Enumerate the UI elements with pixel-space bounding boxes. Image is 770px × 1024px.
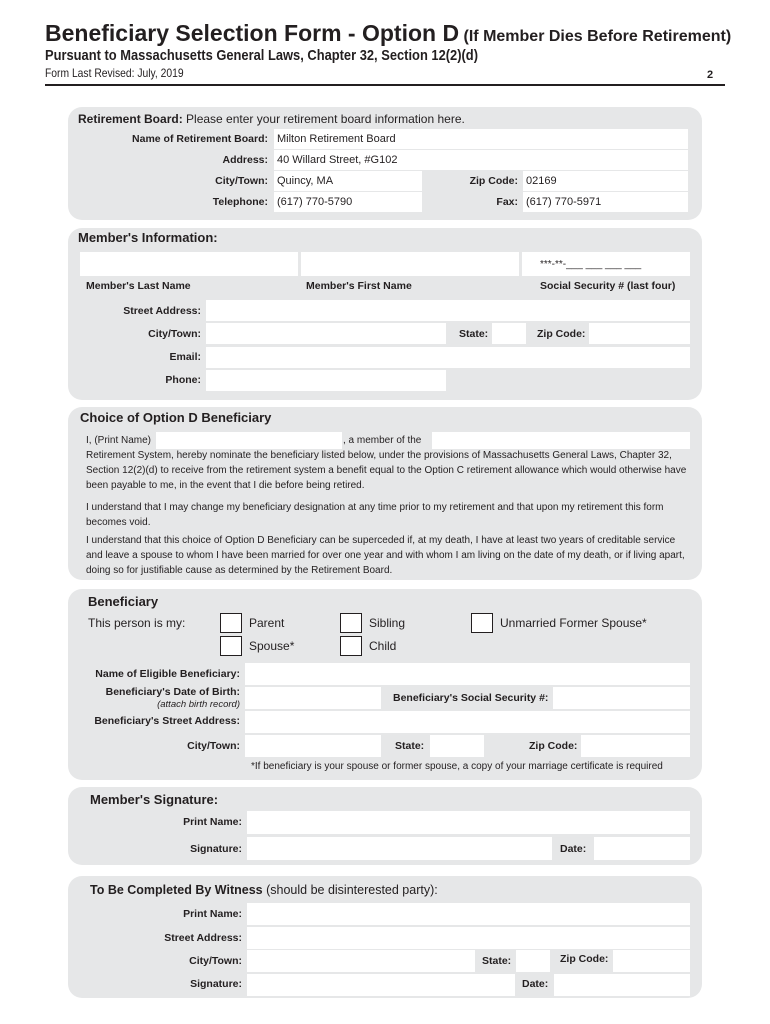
member-first-name-field[interactable]	[301, 252, 519, 276]
former-spouse-option-label: Unmarried Former Spouse*	[500, 616, 647, 630]
spouse-checkbox[interactable]	[220, 636, 242, 656]
form-title-main: Beneficiary Selection Form - Option D	[45, 20, 460, 46]
child-option-label: Child	[369, 639, 397, 653]
member-last-name-label: Member's Last Name	[86, 280, 191, 292]
form-subtitle: Pursuant to Massachusetts General Laws, Chapter 32, Section 12(2)(d)	[45, 47, 478, 64]
board-city-field[interactable]: Quincy, MA	[274, 171, 422, 191]
member-street-label: Street Address:	[123, 305, 201, 317]
witness-state-field[interactable]	[516, 950, 550, 972]
member-city-field[interactable]	[206, 323, 446, 344]
beneficiary-heading: Beneficiary	[88, 594, 159, 609]
member-zip-field[interactable]	[589, 323, 690, 344]
member-heading: Member's Information:	[78, 230, 218, 245]
signature-date-label: Date:	[560, 843, 587, 855]
form-title	[45, 20, 731, 47]
member-phone-field[interactable]	[206, 370, 446, 391]
choice-member-of: , a member of the	[343, 435, 422, 446]
witness-city-label: City/Town:	[189, 955, 242, 967]
witness-street-field[interactable]	[247, 927, 690, 949]
witness-print-label: Print Name:	[183, 908, 242, 920]
board-phone-label: Telephone:	[212, 196, 268, 208]
board-heading-text: Please enter your retirement board information here.	[186, 112, 465, 126]
member-first-name-label: Member's First Name	[306, 280, 412, 292]
beneficiary-state-field[interactable]	[430, 735, 484, 757]
board-zip-field[interactable]: 02169	[523, 171, 688, 191]
beneficiary-ssn-label: Beneficiary's Social Security #:	[393, 692, 549, 704]
beneficiary-name-field[interactable]	[245, 663, 690, 685]
board-heading	[78, 112, 465, 126]
witness-date-label: Date:	[522, 978, 549, 990]
choice-paragraph-1: Retirement System, hereby nominate the beneficiary listed below, under the provisions of Massachusetts General Laws, Chapter 32, Section 12(2)(d) to receive from the retirement system a benefit equal to the Option C retirement allowance which would otherwise have been payable to me, in the event that I die before being retired.	[86, 450, 687, 491]
parent-option-label: Parent	[249, 616, 285, 630]
member-last-name-field[interactable]	[80, 252, 298, 276]
member-phone-label: Phone:	[165, 374, 201, 386]
member-email-label: Email:	[169, 351, 201, 363]
member-ssn-mask: ***-**-___ ___ ___ ___	[540, 259, 642, 270]
member-state-label: State:	[459, 328, 489, 340]
witness-print-field[interactable]	[247, 903, 690, 925]
board-address-label: Address:	[222, 154, 268, 166]
board-fax-field[interactable]: (617) 770-5971	[523, 192, 688, 212]
sibling-option-label: Sibling	[369, 616, 406, 630]
beneficiary-state-label: State:	[395, 740, 425, 752]
form-revised: Form Last Revised: July, 2019	[45, 66, 184, 80]
former-spouse-checkbox[interactable]	[471, 613, 493, 633]
board-city-label: City/Town:	[215, 175, 268, 187]
signature-sig-label: Signature:	[190, 843, 242, 855]
beneficiary-street-label: Beneficiary's Street Address:	[94, 715, 240, 727]
member-city-label: City/Town:	[148, 328, 201, 340]
witness-heading	[90, 883, 438, 897]
witness-zip-field[interactable]	[613, 950, 690, 972]
choice-print-name-field[interactable]	[156, 432, 342, 449]
this-person-label: This person is my:	[88, 616, 186, 630]
beneficiary-zip-field[interactable]	[581, 735, 690, 757]
member-zip-label: Zip Code:	[537, 328, 586, 340]
witness-sig-field[interactable]	[247, 974, 515, 996]
choice-paragraph-3: I understand that this choice of Option D Beneficiary can be superceded if, at my death, I have at least two years of creditable service and leave a spouse to whom I have been married for over one year and with whom I am living on the date of my death, or if living apart, doing so for justifiable cause as determined by the Retirement Board.	[86, 535, 685, 576]
signature-date-field[interactable]	[594, 837, 690, 860]
beneficiary-dob-field[interactable]	[245, 687, 381, 709]
sibling-checkbox[interactable]	[340, 613, 362, 633]
board-address-field[interactable]: 40 Willard Street, #G102	[274, 150, 688, 170]
parent-checkbox[interactable]	[220, 613, 242, 633]
board-heading-bold: Retirement Board:	[78, 112, 183, 126]
header-rule	[45, 84, 725, 86]
choice-paragraph-2: I understand that I may change my beneficiary designation at any time prior to my retirement and that upon my retirement this form becomes void.	[86, 502, 664, 528]
signature-print-field[interactable]	[247, 811, 690, 834]
witness-zip-label: Zip Code:	[560, 953, 609, 965]
board-name-label: Name of Retirement Board:	[132, 133, 268, 145]
board-zip-label: Zip Code:	[469, 175, 518, 187]
witness-date-field[interactable]	[554, 974, 690, 996]
beneficiary-dob-note: (attach birth record)	[157, 699, 240, 710]
member-state-field[interactable]	[492, 323, 526, 344]
signature-heading: Member's Signature:	[90, 792, 219, 807]
beneficiary-street-field[interactable]	[245, 711, 690, 733]
beneficiary-dob-label: Beneficiary's Date of Birth:	[105, 686, 240, 698]
child-checkbox[interactable]	[340, 636, 362, 656]
beneficiary-ssn-field[interactable]	[553, 687, 690, 709]
witness-street-label: Street Address:	[164, 932, 242, 944]
member-street-field[interactable]	[206, 300, 690, 321]
page-number: 2	[707, 69, 714, 81]
choice-retirement-system-field[interactable]	[432, 432, 690, 449]
form-title-paren: (If Member Dies Before Retirement)	[463, 28, 732, 45]
member-ssn-label: Social Security # (last four)	[540, 280, 676, 292]
witness-heading-text: (should be disinterested party):	[266, 883, 438, 897]
spouse-option-label: Spouse*	[249, 639, 295, 653]
witness-city-field[interactable]	[247, 950, 475, 972]
beneficiary-zip-label: Zip Code:	[529, 740, 578, 752]
board-name-field[interactable]: Milton Retirement Board	[274, 129, 688, 149]
beneficiary-name-label: Name of Eligible Beneficiary:	[95, 668, 240, 680]
beneficiary-city-label: City/Town:	[187, 740, 240, 752]
board-fax-label: Fax:	[496, 196, 518, 208]
beneficiary-footnote: *If beneficiary is your spouse or former spouse, a copy of your marriage certificate is required	[251, 761, 663, 772]
member-ssn-field[interactable]	[522, 252, 690, 276]
signature-print-label: Print Name:	[183, 816, 242, 828]
member-email-field[interactable]	[206, 347, 690, 368]
choice-print-name-prefix: I, (Print Name)	[86, 435, 152, 446]
witness-state-label: State:	[482, 955, 512, 967]
board-phone-field[interactable]: (617) 770-5790	[274, 192, 422, 212]
choice-heading: Choice of Option D Beneficiary	[80, 410, 272, 425]
beneficiary-city-field[interactable]	[245, 735, 381, 757]
witness-heading-bold: To Be Completed By Witness	[90, 883, 263, 897]
signature-sig-field[interactable]	[247, 837, 552, 860]
witness-sig-label: Signature:	[190, 978, 242, 990]
